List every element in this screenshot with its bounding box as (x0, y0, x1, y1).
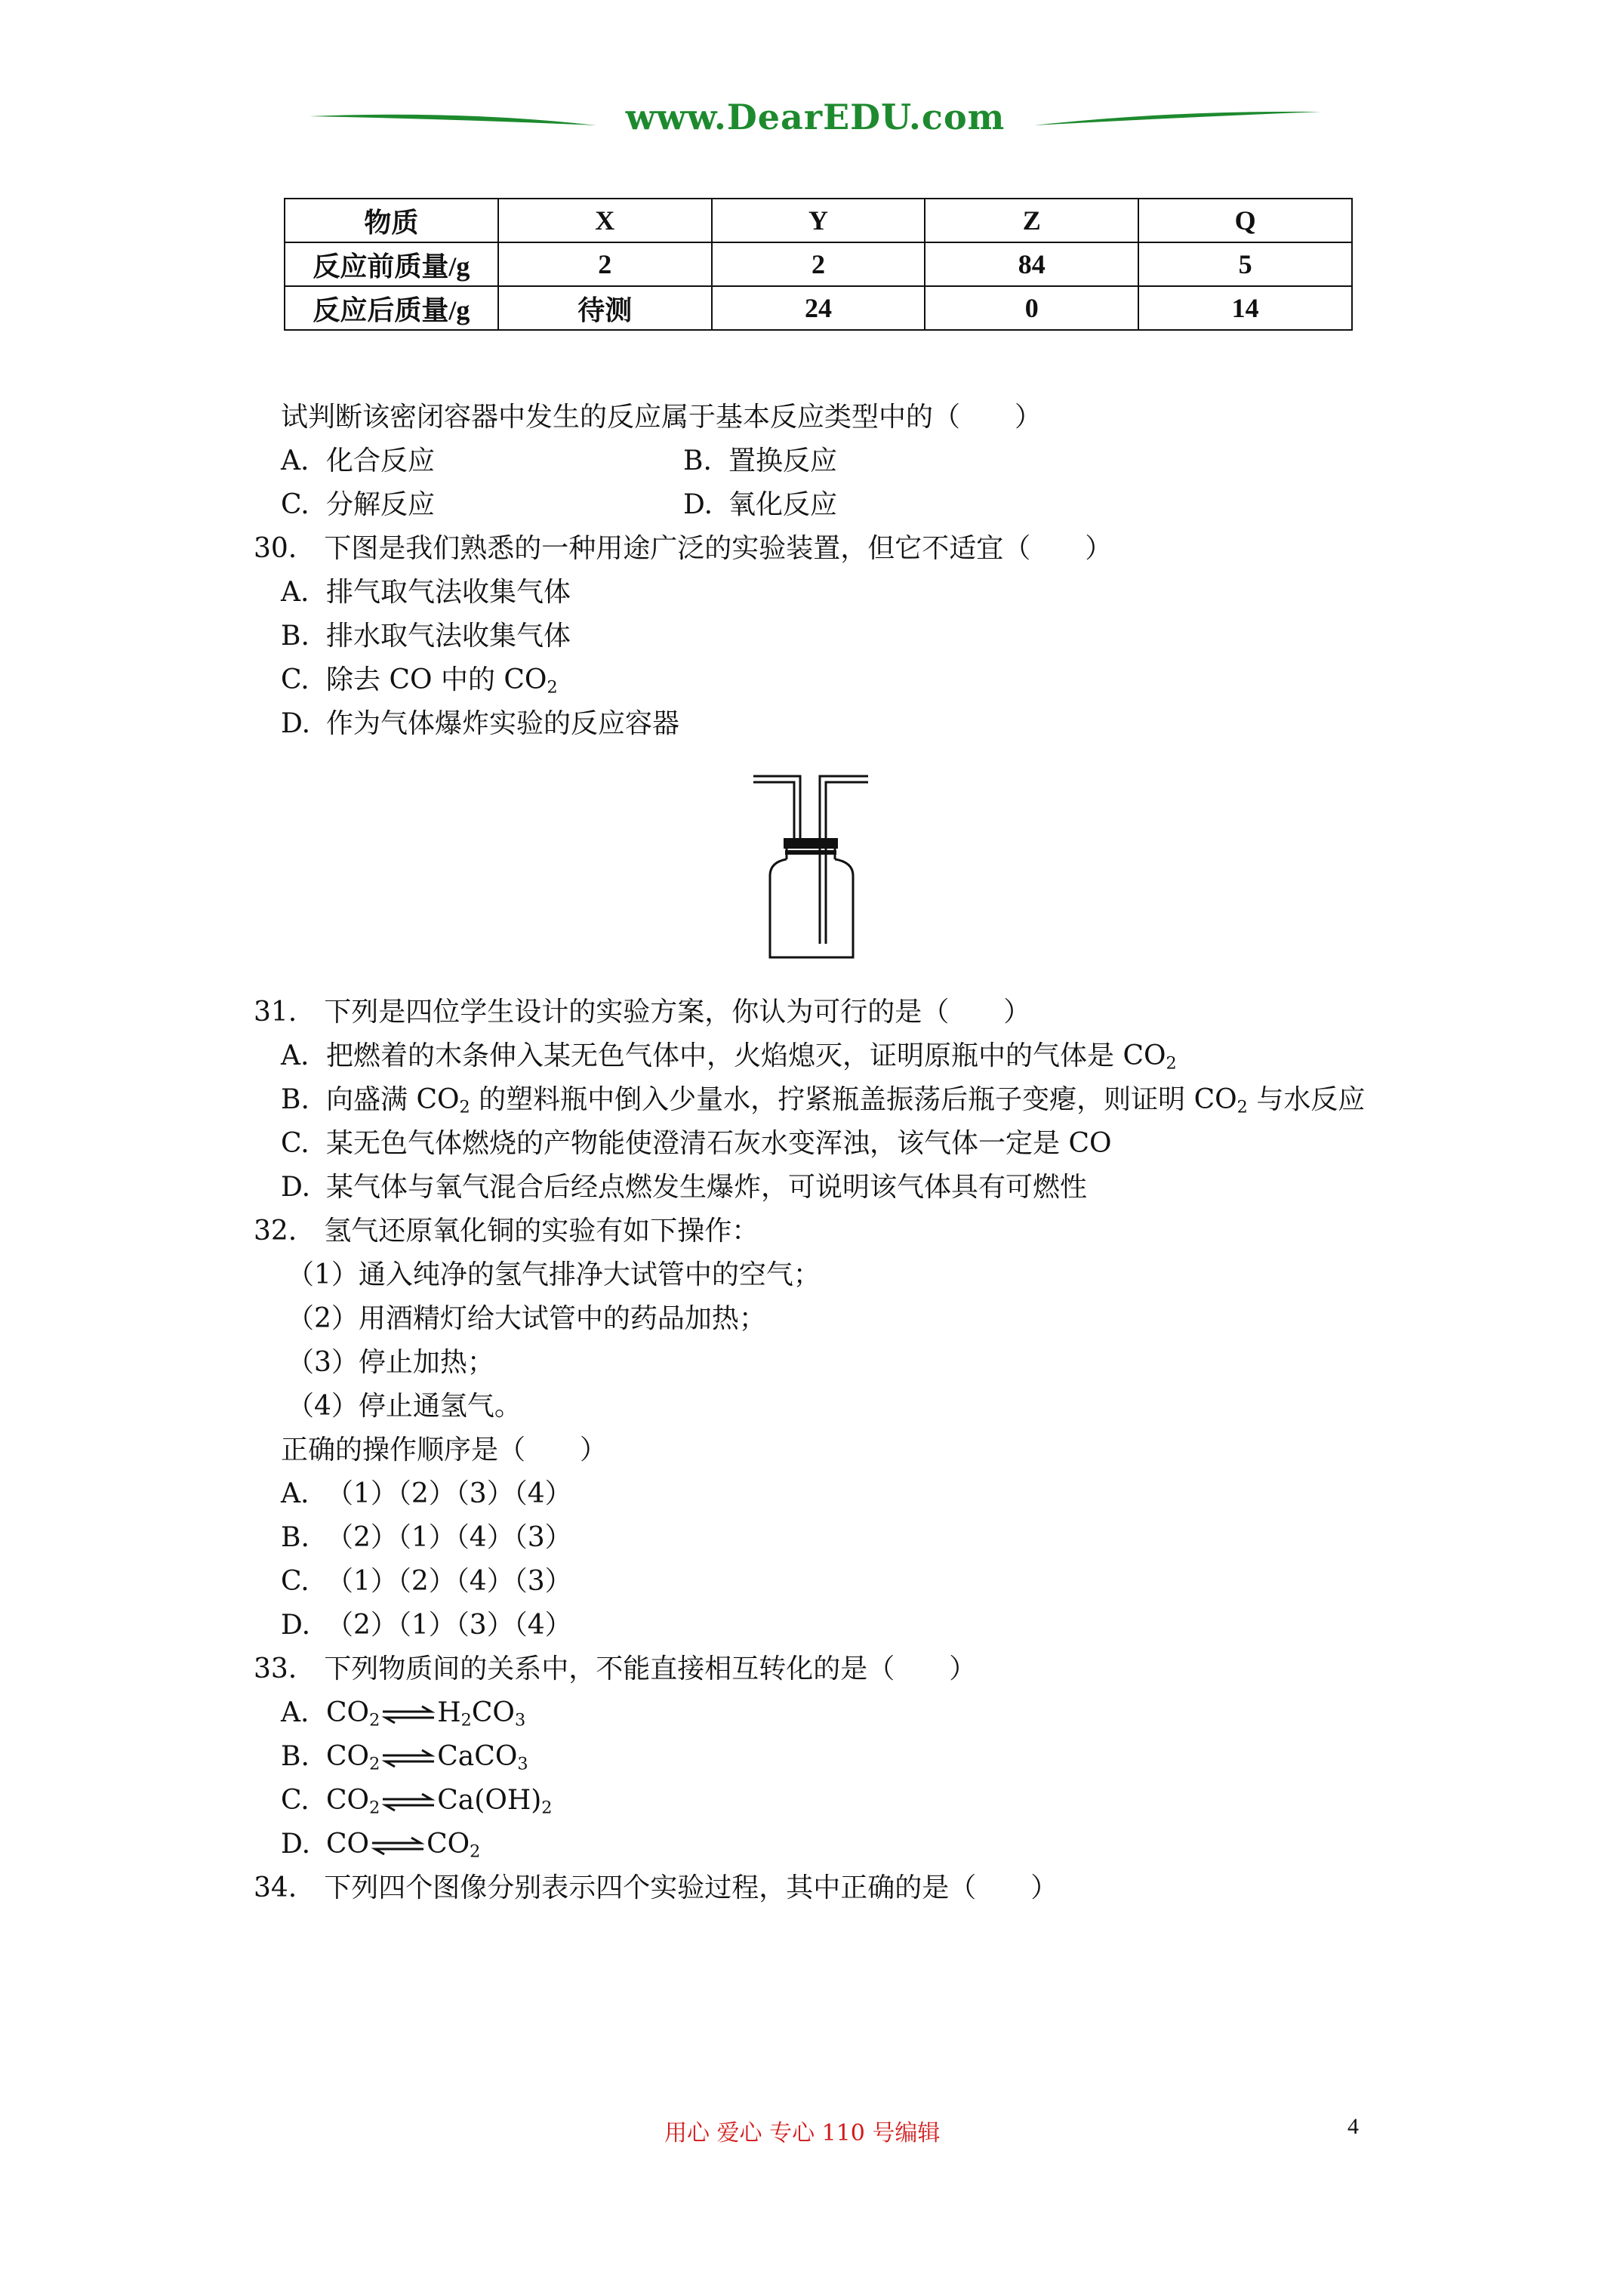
table-cell: 84 (925, 242, 1138, 286)
option-text: 的塑料瓶中倒入少量水，拧紧瓶盖振荡后瓶子变瘪，则证明 CO (470, 1084, 1237, 1115)
option-label: D. (281, 1610, 311, 1641)
option-text: （1）（2）（4）（3） (326, 1566, 572, 1597)
formula-right: CO (427, 1829, 470, 1860)
option-label: A. (281, 1040, 310, 1071)
equilibrium-arrow-icon (381, 1749, 436, 1768)
option-label: C. (281, 1566, 310, 1597)
option-text: 某气体与氧气混合后经点燃发生爆炸，可说明该气体具有可燃性 (326, 1172, 1088, 1203)
option-text: 分解反应 (326, 489, 436, 520)
table-row (285, 242, 1352, 286)
formula-right: H (437, 1697, 461, 1728)
option-text: 化合反应 (326, 445, 436, 476)
header-url: www.DearEDU.com (625, 97, 1006, 137)
table-header-cell: Q (1138, 199, 1352, 242)
q32-stem: 32. 氢气还原氧化铜的实验有如下操作： (254, 1216, 759, 1247)
table-header-row (285, 199, 1352, 242)
q31-stem: 31. 下列是四位学生设计的实验方案，你认为可行的是（ ） (254, 997, 1031, 1028)
option-text: 氧化反应 (728, 489, 838, 520)
option-text: 排水取气法收集气体 (326, 621, 571, 652)
option-text: 把燃着的木条伸入某无色气体中，火焰熄灭，证明原瓶中的气体是 CO (326, 1040, 1166, 1071)
option-label: B. (281, 1084, 310, 1115)
header-right-swoosh (1034, 106, 1321, 136)
q31-option-d (281, 1170, 1087, 1205)
q33-option-c (281, 1783, 552, 1826)
option-label: A. (281, 445, 310, 476)
q31-option-c (281, 1126, 1112, 1161)
option-label: C. (281, 664, 310, 695)
option-label: A. (281, 1697, 310, 1728)
q29-option-a (281, 444, 435, 479)
formula-left: CO (326, 1697, 370, 1728)
table-header-cell: X (498, 199, 712, 242)
q32-step-4: （4）停止通氢气。 (287, 1391, 522, 1422)
q29-option-b (683, 444, 837, 479)
option-text: （2）（1）（3）（4） (326, 1610, 572, 1641)
formula-right: CaCO (437, 1741, 518, 1772)
option-label: C. (281, 1785, 310, 1816)
q31-option-b (281, 1083, 1365, 1125)
subscript: 2 (369, 1798, 380, 1818)
table-row (285, 286, 1352, 330)
option-label: B. (281, 1522, 310, 1553)
header-left-swoosh (310, 106, 596, 136)
gas-washing-bottle-figure (747, 770, 876, 966)
subscript: 3 (514, 1710, 526, 1730)
q30-option-b (281, 619, 571, 654)
option-text: （1）（2）（3）（4） (326, 1478, 572, 1509)
table-cell: 2 (498, 242, 712, 286)
q29-stem: 试判断该密闭容器中发生的反应属于基本反应类型中的（ ） (281, 402, 1042, 433)
equilibrium-arrow-icon (381, 1792, 436, 1812)
q32-question: 正确的操作顺序是（ ） (281, 1435, 608, 1465)
table-header-cell: 物质 (285, 199, 498, 242)
option-text: 排气取气法收集气体 (326, 577, 571, 608)
subscript: 2 (470, 1841, 481, 1862)
option-text: 某无色气体燃烧的产物能使澄清石灰水变浑浊，该气体一定是 CO (326, 1128, 1112, 1159)
q29-option-c (281, 488, 435, 522)
option-label: C. (281, 489, 310, 520)
q32-step-1: （1）通入纯净的氢气排净大试管中的空气； (287, 1259, 821, 1290)
table-cell: 5 (1138, 242, 1352, 286)
subscript: 2 (369, 1754, 380, 1774)
table-cell: 待测 (498, 286, 712, 330)
subscript: 2 (460, 1710, 472, 1730)
table-cell: 2 (712, 242, 925, 286)
subscript: 2 (369, 1710, 380, 1730)
equilibrium-arrow-icon (381, 1705, 436, 1724)
formula-right: Ca(OH) (437, 1785, 542, 1816)
formula-left: CO (326, 1741, 370, 1772)
formula-left: CO (326, 1829, 370, 1860)
q32-option-a (281, 1477, 572, 1512)
option-label: B. (683, 445, 712, 476)
option-text: 置换反应 (728, 445, 838, 476)
q33-option-b (281, 1740, 528, 1782)
option-label: B. (281, 621, 310, 652)
formula-right: CO (471, 1697, 515, 1728)
option-label: D. (281, 1172, 311, 1203)
table-cell: 反应后质量/g (285, 286, 498, 330)
option-text: 除去 CO 中的 CO (326, 664, 547, 695)
q32-step-3: （3）停止加热； (287, 1347, 494, 1378)
q29-option-d (683, 488, 837, 522)
q33-stem: 33. 下列物质间的关系中，不能直接相互转化的是（ ） (254, 1653, 977, 1684)
option-text: 向盛满 CO (326, 1084, 460, 1115)
q30-option-a (281, 575, 571, 610)
table-cell: 0 (925, 286, 1138, 330)
subscript: 2 (541, 1798, 553, 1818)
q30-option-d (281, 707, 679, 741)
q34-stem: 34. 下列四个图像分别表示四个实验过程，其中正确的是（ ） (254, 1872, 1058, 1903)
page-number: 4 (1347, 2114, 1359, 2139)
option-text: 与水反应 (1247, 1084, 1366, 1115)
option-text: （2）（1）（4）（3） (326, 1522, 572, 1553)
option-text: 作为气体爆炸实验的反应容器 (326, 708, 680, 739)
option-label: A. (281, 577, 310, 608)
table-header-cell: Y (712, 199, 925, 242)
q33-option-a (281, 1696, 525, 1738)
option-label: D. (683, 489, 713, 520)
q32-option-c (281, 1564, 572, 1599)
subscript: 2 (1166, 1053, 1177, 1074)
option-label: D. (281, 708, 311, 739)
q33-option-d (281, 1827, 480, 1869)
option-label: D. (281, 1829, 311, 1860)
option-label: C. (281, 1128, 310, 1159)
q32-option-b (281, 1521, 572, 1555)
option-label: A. (281, 1478, 310, 1509)
subscript: 2 (547, 677, 558, 698)
equilibrium-arrow-icon (371, 1836, 425, 1856)
option-label: B. (281, 1741, 310, 1772)
table-cell: 14 (1138, 286, 1352, 330)
q31-option-a (281, 1039, 1177, 1081)
q32-step-2: （2）用酒精灯给大试管中的药品加热； (287, 1303, 766, 1334)
subscript: 3 (517, 1754, 528, 1774)
footer-text: 用心 爱心 专心 110 号编辑 (664, 2120, 941, 2147)
q30-option-c (281, 663, 558, 705)
table-cell: 反应前质量/g (285, 242, 498, 286)
formula-left: CO (326, 1785, 370, 1816)
q30-stem: 30. 下图是我们熟悉的一种用途广泛的实验装置，但它不适宜（ ） (254, 533, 1113, 564)
table-cell: 24 (712, 286, 925, 330)
subscript: 2 (1236, 1097, 1248, 1117)
subscript: 2 (459, 1097, 470, 1117)
mass-table (284, 198, 1353, 331)
q32-option-d (281, 1608, 572, 1643)
table-header-cell: Z (925, 199, 1138, 242)
